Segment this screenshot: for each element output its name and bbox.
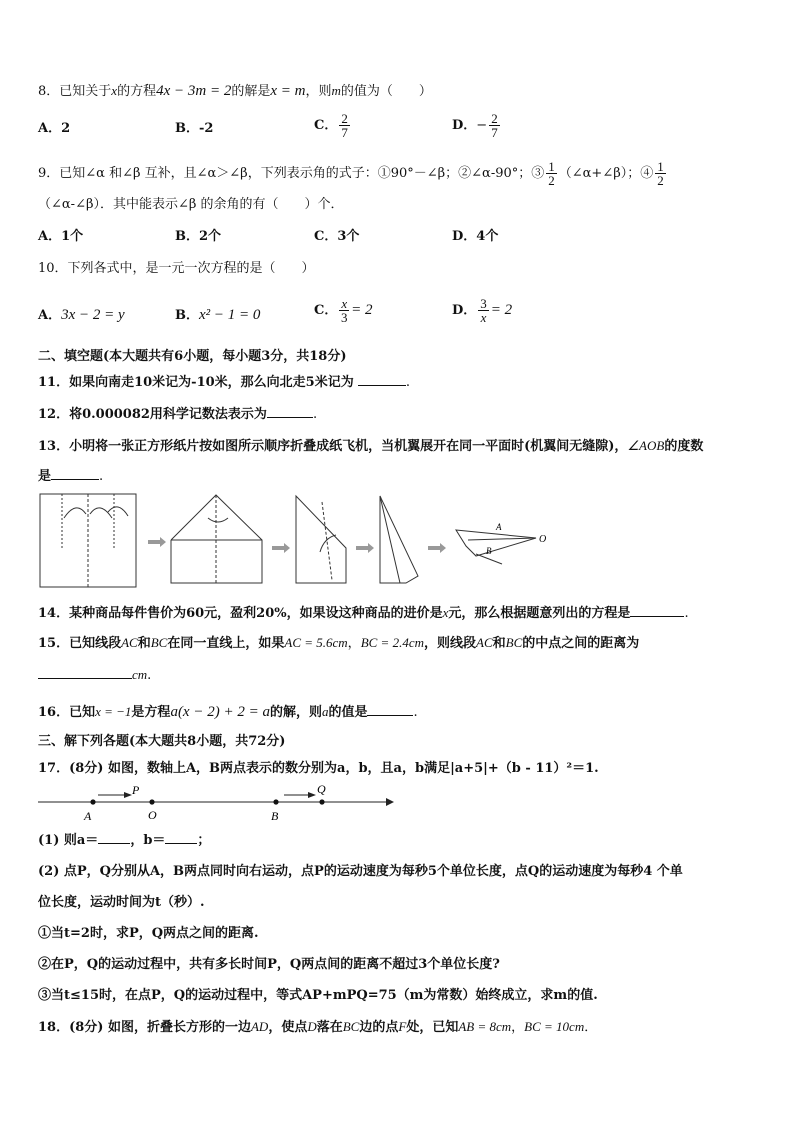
q11-answer-blank[interactable] [358,385,406,386]
q17-part1: (1) 则a＝ ，b＝ ； [38,833,211,848]
q17-sub3: ③当t≤15时，在点P，Q的运动过程中，等式AP+mPQ=75（m为常数）始终成立，求m的值. [38,988,598,1003]
step-arrow-3 [356,543,374,553]
q8-equation: 4x − 3m = 2 [156,83,232,99]
q8-stem-e: 的值为（ ） [340,84,432,99]
q13-line1: 13．小明将一张正方形纸片按如图所示顺序折叠成纸飞机，当机翼展开在同一平面时(机翼间无缝隙)，∠AOB的度数 [38,438,704,454]
q17-answer-a-blank[interactable] [98,843,130,844]
q10-option-b: B．x² − 1 = 0 [175,307,261,323]
q13-paper-plane-figure [36,490,556,590]
q8-solution: x = m [270,83,306,99]
q15-line2: cm. [38,666,151,685]
q8-stem-a: 8．已知关于 [38,84,112,99]
q9-line2: （∠α-∠β）．其中能表示∠β 的余角的有（ ）个． [38,197,344,212]
q17-number-line [36,782,396,824]
q16-answer-blank[interactable] [367,715,413,716]
q18: 18．(8分) 如图，折叠长方形的一边AD，使点D落在BC边的点F处，已知AB = 8cm，BC = 10cm． [38,1019,598,1035]
fold-step-5-plane [456,530,536,556]
q8-stem-d: ，则 [305,84,332,99]
q8-option-c-fraction: $\frac{2}{7}$ [341,111,348,140]
fold-step-2-house [171,495,262,583]
fold-step-4-shape [380,496,418,583]
section-2-heading: 二、填空题(本大题共有6小题，每小题3分，共18分) [38,349,347,364]
step-arrow-2 [272,543,290,553]
q9-fraction-4: $\frac{1}{2}$ [657,159,664,188]
q16: 16．已知x = −1是方程a(x − 2) + 2 = a的解，则a的值是 . [38,704,418,720]
q9-line1-text: 9．已知∠α 和∠β 互补，且∠α＞∠β，下列表示角的式子：①90°－∠β；②∠α-90°；③ [38,166,545,181]
q10-option-c: C． $\frac{x}{3}$ = 2 [314,296,373,325]
point-b [273,799,278,804]
q15-line1: 15．已知线段AC和BC在同一直线上，如果AC = 5.6cm，BC = 2.4cm，则线段AC和BC的中点之间的距离为 [38,635,640,651]
q8-option-d-fraction: $\frac{2}{7}$ [491,111,498,140]
q9-mid: （∠α+∠β）；④ [558,166,654,181]
q13-line2: 是 . [38,469,104,484]
axis-label-a: A [84,809,92,823]
q10-option-a: A．3x − 2 = y [38,307,125,323]
q10-option-d: D． $\frac{3}{x}$ = 2 [452,296,513,325]
section-3-heading: 三、解下列各题(本大题共8小题，共72分) [38,734,286,749]
figure-label-a: A [496,522,502,532]
q13-answer-blank[interactable] [51,479,99,480]
q9-fraction-3: $\frac{1}{2}$ [548,159,555,188]
q17-stem: 17．(8分) 如图，数轴上A，B两点表示的数分别为a，b，且a，b满足|a+5|+（b - 11）²＝1. [38,761,599,776]
q8-stem-b: 的方程 [117,84,157,99]
q9-option-c: C．3个 [314,229,360,244]
point-o [149,799,154,804]
q17-sub1: ①当t=2时，求P，Q两点之间的距离. [38,926,259,941]
figure-label-b: B [486,546,492,556]
q8-option-a: A．2 [38,121,71,136]
q8-option-b: B．-2 [175,121,214,136]
q10-option-d-fraction: $\frac{3}{x}$ [480,296,487,325]
axis-label-p: P [132,783,140,797]
step-arrow-4 [428,543,446,553]
q14: 14．某种商品每件售价为60元，盈利20%，如果设这种商品的进价是x元，那么根据题意列出的方程是 . [38,605,689,621]
q8-option-c: C． $\frac{2}{7}$ [314,111,348,140]
fold-step-3-shape [296,496,346,583]
q8-stem-c: 的解是 [231,84,271,99]
q9-line1 [38,160,668,187]
q12-answer-blank[interactable] [267,417,313,418]
q9-option-d: D．4个 [452,229,499,244]
q17-sub2: ②在P，Q的运动过程中，共有多长时间P，Q两点间的距离不超过3个单位长度? [38,957,500,972]
q15-answer-blank[interactable] [38,678,132,679]
q17-part2-line2: 位长度，运动时间为t（秒）. [38,895,205,910]
q17-part2-line1: (2) 点P，Q分别从A，B两点同时向右运动，点P的运动速度为每秒5个单位长度，点Q的运动速度为每秒4 个单 [38,864,683,879]
axis-label-b: B [271,809,279,823]
q12: 12．将0.000082用科学记数法表示为 . [38,407,318,422]
axis-label-q: Q [317,782,326,796]
q9-option-a: A．1个 [38,229,84,244]
figure-label-o: O [539,534,547,545]
q8-option-d: D．− $\frac{2}{7}$ [452,111,498,140]
q8-var-m: m [331,83,341,98]
q9-option-b: B．2个 [175,229,222,244]
q10-option-c-fraction: $\frac{x}{3}$ [341,296,348,325]
q14-answer-blank[interactable] [630,616,684,617]
q17-answer-b-blank[interactable] [165,843,197,844]
point-q [319,799,324,804]
q11: 11．如果向南走10米记为-10米，那么向北走5米记为 . [38,375,410,390]
q10-stem: 10．下列各式中，是一元一次方程的是（ ） [38,261,315,276]
step-arrow-1 [148,537,166,547]
point-a [90,799,95,804]
axis-label-o: O [148,808,157,822]
q8-stem [38,82,432,101]
q8-var-x: x [111,83,118,98]
